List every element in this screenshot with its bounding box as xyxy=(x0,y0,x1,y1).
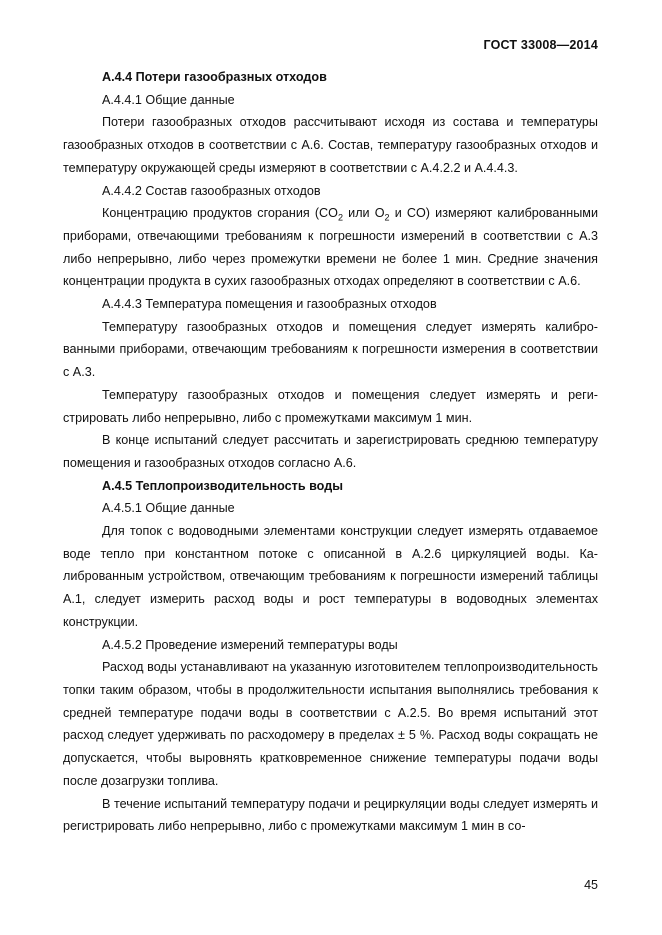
subsection-heading: А.4.4.1 Общие данные xyxy=(102,92,235,107)
subscript: 2 xyxy=(384,212,390,223)
document-header-standard: ГОСТ 33008—2014 xyxy=(483,38,598,52)
subsection-heading: А.4.4.2 Состав газообразных отходов xyxy=(102,183,321,198)
text-run: или O xyxy=(343,206,385,221)
body-paragraph: В течение испытаний температуру подачи и рециркуляции воды следует измерять и регистрировать либо непрерывно, либо с промежутками максимум 1 мин в со- xyxy=(63,796,598,834)
text-run: и CO) измеряют калиброванными приборами, отвечающими требованиям к погрешности измерений в соответствии с А.3 либо непрерывно, либо через промежутки времени не более 1 мин. Средние значения концентрации продукта в сухих газообразных отходах определяют в соответствии с А.6. xyxy=(63,206,599,289)
subsection-heading: А.4.5.2 Проведение измерений температуры воды xyxy=(102,637,398,652)
body-paragraph: Потери газообразных отходов рассчитывают исходя из состава и температуры газообразных отходов в соответствии с А.6. Состав, температуру газообразных отходов и температуру окружающей среды измеряют в соответствии с А.4.2.2 и А.4.4.3. xyxy=(63,115,598,175)
subsection-heading: А.4.5.1 Общие данные xyxy=(102,501,235,516)
page-number: 45 xyxy=(584,878,598,892)
body-paragraph: Для топок с водоводными элементами конструкции следует измерять отдаваемое воде тепло при константном потоке с описанной в А.2.6 циркуляцией воды. Калиброванным устройством, отвечающим требованиям к погрешности измерений таблицы А.1, следует измерить расход воды и рост температуры в водоводных элементах конструкции. xyxy=(63,524,598,629)
body-paragraph: Температуру газообразных отходов и помещения следует измерять и регистрировать либо непрерывно, либо с промежутками максимум 1 мин. xyxy=(63,387,598,425)
subsection-heading: А.4.4.3 Температура помещения и газообразных отходов xyxy=(102,297,437,312)
body-paragraph xyxy=(63,202,598,293)
subscript: 2 xyxy=(337,212,343,223)
section-heading: А.4.4 Потери газообразных отходов xyxy=(102,70,327,84)
body-paragraph: В конце испытаний следует рассчитать и зарегистрировать среднюю температуру помещения и газообразных отходов согласно А.6. xyxy=(63,433,598,470)
body-paragraph: Расход воды устанавливают на указанную изготовителем теплопроизводительность топки таким образом, чтобы в продолжительности испытания выполнялись требования к средней температуре подачи воды в соответствии с А.2.5. Во время испытаний этот расход следует удерживать по расходомеру в пределах ± 5 %. Расход воды сокращать не допускается, чтобы выровнять кратковременное снижение температуры подачи воды после дозагрузки топлива. xyxy=(63,660,598,788)
text-run: Концентрацию продуктов сгорания (CO xyxy=(102,206,338,221)
page-body xyxy=(63,66,598,838)
section-heading: А.4.5 Теплопроизводительность воды xyxy=(102,478,343,493)
body-paragraph: Температуру газообразных отходов и помещения следует измерять калиброванными приборами, отвечающим требованиям к погрешности измерения в соответствии с А.3. xyxy=(63,319,598,380)
